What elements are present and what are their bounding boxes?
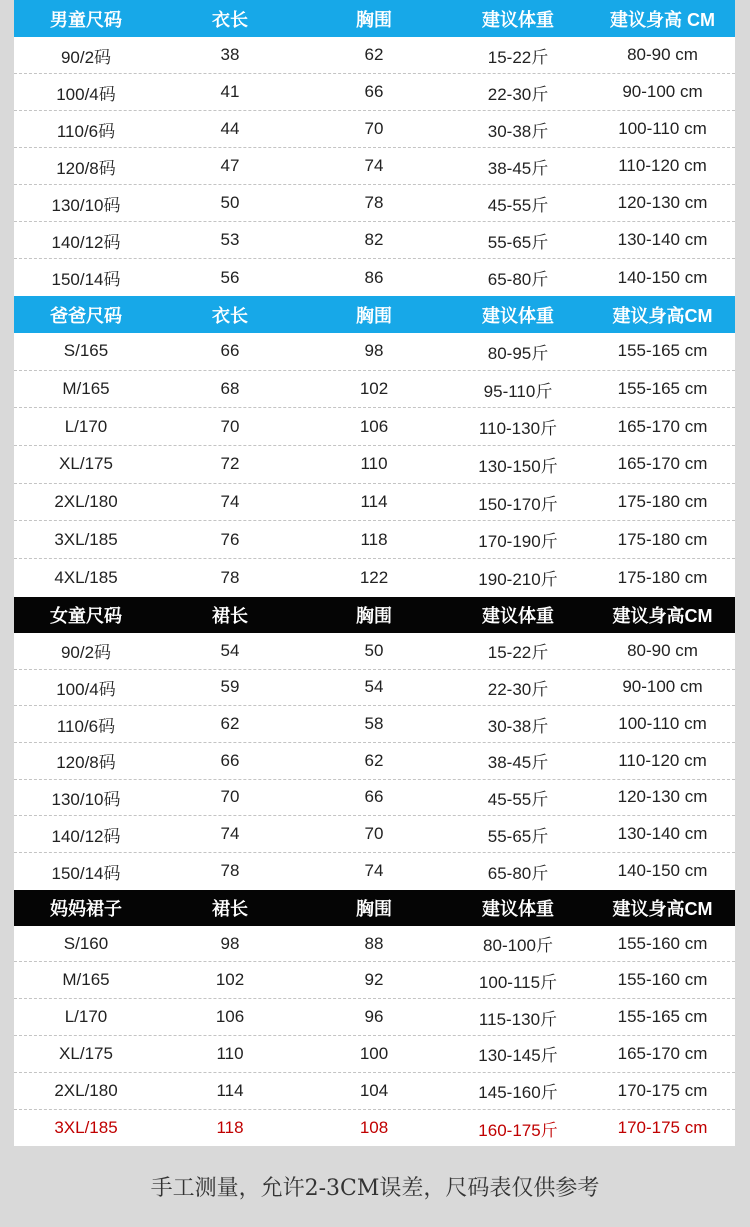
length-cell: 68 bbox=[220, 379, 240, 399]
table-row bbox=[14, 559, 735, 597]
dad-header-row bbox=[14, 296, 735, 333]
length-cell: 118 bbox=[216, 1118, 244, 1137]
height-cell: 170-175 cm bbox=[617, 1118, 708, 1137]
length-cell: 50 bbox=[220, 193, 240, 212]
measurement-note: 手工测量，允许2-3CM误差，尺码表仅供参考 bbox=[150, 1176, 600, 1201]
dad-size-section bbox=[14, 296, 735, 597]
height-cell: 175-180 cm bbox=[617, 529, 708, 549]
chest-cell: 78 bbox=[364, 193, 384, 212]
size-cell: 2XL/180 bbox=[54, 1080, 118, 1100]
header-chest: 胸围 bbox=[356, 9, 392, 30]
size-cell: M/165 bbox=[62, 970, 110, 990]
height-cell: 155-160 cm bbox=[617, 933, 708, 953]
chest-cell: 50 bbox=[364, 640, 384, 660]
chest-cell: 62 bbox=[364, 750, 384, 770]
size-cell: XL/175 bbox=[59, 454, 113, 474]
weight-cell: 22-30斤 bbox=[487, 84, 549, 104]
table-row bbox=[14, 670, 735, 707]
size-cell: 110/6码 bbox=[56, 121, 116, 141]
size-cell: 2XL/180 bbox=[54, 492, 118, 512]
girls-header-row bbox=[14, 597, 735, 633]
length-cell: 102 bbox=[215, 970, 245, 990]
table-row bbox=[14, 962, 735, 999]
table-row-highlight bbox=[14, 1110, 735, 1147]
height-cell: 175-180 cm bbox=[617, 492, 708, 512]
weight-cell: 170-190斤 bbox=[478, 532, 558, 552]
length-cell: 98 bbox=[220, 933, 240, 953]
height-cell: 170-175 cm bbox=[617, 1080, 708, 1100]
header-height: 建议身高CM bbox=[612, 305, 713, 326]
length-cell: 41 bbox=[220, 82, 240, 101]
weight-cell: 80-100斤 bbox=[483, 936, 553, 956]
height-cell: 165-170 cm bbox=[617, 1043, 708, 1063]
height-cell: 165-170 cm bbox=[617, 454, 708, 474]
table-row bbox=[14, 743, 735, 780]
header-chest: 胸围 bbox=[356, 305, 392, 326]
chest-cell: 58 bbox=[364, 714, 384, 734]
table-row bbox=[14, 408, 735, 446]
size-chart bbox=[14, 0, 735, 1146]
weight-cell: 22-30斤 bbox=[487, 679, 549, 699]
chest-cell: 70 bbox=[364, 119, 384, 138]
size-cell: 90/2码 bbox=[60, 643, 112, 663]
length-cell: 106 bbox=[215, 1007, 245, 1027]
chest-cell: 54 bbox=[364, 677, 384, 697]
size-cell: 150/14码 bbox=[51, 863, 121, 883]
chest-cell: 100 bbox=[359, 1043, 389, 1063]
table-row bbox=[14, 780, 735, 817]
weight-cell: 45-55斤 bbox=[487, 195, 549, 215]
table-row bbox=[14, 333, 735, 371]
size-cell: 130/10码 bbox=[51, 789, 121, 809]
weight-cell: 145-160斤 bbox=[478, 1083, 558, 1103]
table-row bbox=[14, 633, 735, 670]
length-cell: 78 bbox=[220, 861, 240, 881]
header-chest: 胸围 bbox=[356, 898, 392, 919]
header-length: 衣长 bbox=[212, 305, 248, 326]
weight-cell: 65-80斤 bbox=[487, 270, 549, 289]
size-cell: 100/4码 bbox=[56, 84, 116, 104]
chest-cell: 66 bbox=[364, 82, 384, 101]
weight-cell: 55-65斤 bbox=[487, 232, 549, 252]
header-length: 裙长 bbox=[212, 605, 248, 626]
height-cell: 155-160 cm bbox=[617, 970, 708, 990]
weight-cell: 95-110斤 bbox=[483, 381, 553, 401]
size-cell: 4XL/185 bbox=[54, 567, 118, 587]
length-cell: 114 bbox=[216, 1080, 244, 1100]
height-cell: 90-100 cm bbox=[622, 677, 703, 697]
table-row bbox=[14, 222, 735, 259]
chest-cell: 98 bbox=[364, 341, 384, 361]
size-cell: 140/12码 bbox=[51, 232, 121, 252]
weight-cell: 45-55斤 bbox=[487, 789, 549, 809]
header-height: 建议身高CM bbox=[612, 605, 713, 626]
length-cell: 59 bbox=[220, 677, 240, 697]
length-cell: 72 bbox=[220, 454, 240, 474]
chest-cell: 96 bbox=[364, 1007, 384, 1027]
weight-cell: 190-210斤 bbox=[478, 570, 558, 590]
table-row bbox=[14, 111, 735, 148]
height-cell: 155-165 cm bbox=[617, 341, 708, 361]
size-cell: 130/10码 bbox=[51, 195, 121, 215]
weight-cell: 38-45斤 bbox=[487, 158, 549, 178]
table-row bbox=[14, 853, 735, 890]
length-cell: 66 bbox=[220, 341, 240, 361]
table-row bbox=[14, 74, 735, 111]
header-height: 建议身高 CM bbox=[610, 9, 715, 30]
chest-cell: 82 bbox=[364, 230, 384, 249]
chest-cell: 108 bbox=[359, 1118, 389, 1137]
length-cell: 62 bbox=[220, 714, 240, 734]
chest-cell: 106 bbox=[359, 416, 389, 436]
table-row bbox=[14, 37, 735, 74]
header-chest: 胸围 bbox=[356, 605, 392, 626]
length-cell: 44 bbox=[220, 119, 240, 138]
table-row bbox=[14, 371, 735, 409]
height-cell: 100-110 cm bbox=[618, 119, 707, 138]
table-row bbox=[14, 521, 735, 559]
size-cell: L/170 bbox=[64, 416, 108, 436]
height-cell: 120-130 cm bbox=[617, 787, 708, 807]
weight-cell: 15-22斤 bbox=[487, 47, 549, 67]
chest-cell: 104 bbox=[359, 1080, 389, 1100]
table-row bbox=[14, 706, 735, 743]
chest-cell: 88 bbox=[364, 933, 384, 953]
header-weight: 建议体重 bbox=[482, 9, 554, 30]
size-cell: 150/14码 bbox=[51, 270, 121, 289]
table-row bbox=[14, 1036, 735, 1073]
height-cell: 90-100 cm bbox=[622, 82, 703, 101]
chest-cell: 86 bbox=[364, 267, 384, 287]
size-cell: 120/8码 bbox=[56, 158, 116, 178]
height-cell: 130-140 cm bbox=[617, 824, 708, 844]
height-cell: 100-110 cm bbox=[618, 714, 707, 734]
weight-cell: 100-115斤 bbox=[478, 972, 558, 992]
header-size: 爸爸尺码 bbox=[50, 305, 122, 326]
table-row bbox=[14, 1073, 735, 1110]
weight-cell: 65-80斤 bbox=[487, 863, 549, 883]
header-weight: 建议体重 bbox=[482, 898, 554, 919]
size-cell: S/160 bbox=[63, 933, 109, 953]
table-row bbox=[14, 926, 735, 963]
length-cell: 74 bbox=[220, 492, 240, 512]
weight-cell: 15-22斤 bbox=[487, 643, 549, 663]
length-cell: 38 bbox=[220, 45, 240, 64]
chest-cell: 74 bbox=[364, 156, 384, 175]
table-row bbox=[14, 484, 735, 522]
length-cell: 74 bbox=[220, 824, 240, 844]
chest-cell: 102 bbox=[359, 379, 389, 399]
chest-cell: 118 bbox=[360, 529, 388, 549]
length-cell: 53 bbox=[220, 230, 240, 249]
weight-cell: 150-170斤 bbox=[478, 494, 558, 514]
header-length: 衣长 bbox=[212, 9, 248, 30]
weight-cell: 130-145斤 bbox=[478, 1046, 558, 1066]
chest-cell: 70 bbox=[364, 824, 384, 844]
chest-cell: 122 bbox=[359, 567, 389, 587]
weight-cell: 110-130斤 bbox=[478, 419, 558, 439]
height-cell: 80-90 cm bbox=[627, 45, 698, 64]
weight-cell: 30-38斤 bbox=[487, 716, 549, 736]
length-cell: 56 bbox=[220, 267, 240, 287]
height-cell: 155-165 cm bbox=[617, 379, 708, 399]
height-cell: 110-120 cm bbox=[618, 156, 707, 175]
height-cell: 165-170 cm bbox=[617, 416, 708, 436]
height-cell: 80-90 cm bbox=[627, 640, 698, 660]
table-row bbox=[14, 185, 735, 222]
chest-cell: 66 bbox=[364, 787, 384, 807]
height-cell: 140-150 cm bbox=[617, 861, 708, 881]
girls-size-section bbox=[14, 597, 735, 890]
length-cell: 78 bbox=[220, 567, 240, 587]
weight-cell: 30-38斤 bbox=[487, 121, 549, 141]
table-row bbox=[14, 446, 735, 484]
height-cell: 175-180 cm bbox=[617, 567, 708, 587]
height-cell: 155-165 cm bbox=[617, 1007, 708, 1027]
table-row bbox=[14, 259, 735, 296]
height-cell: 140-150 cm bbox=[617, 267, 708, 287]
header-length: 裙长 bbox=[212, 898, 248, 919]
length-cell: 47 bbox=[220, 156, 240, 175]
weight-cell: 80-95斤 bbox=[487, 343, 549, 363]
mom-header-row bbox=[14, 890, 735, 926]
header-weight: 建议体重 bbox=[482, 605, 554, 626]
height-cell: 130-140 cm bbox=[617, 230, 708, 249]
header-size: 男童尺码 bbox=[50, 9, 122, 30]
size-cell: 140/12码 bbox=[51, 826, 121, 846]
size-cell: L/170 bbox=[64, 1007, 108, 1027]
weight-cell: 115-130斤 bbox=[478, 1009, 558, 1029]
mom-size-section bbox=[14, 890, 735, 1147]
length-cell: 70 bbox=[220, 787, 240, 807]
size-cell: S/165 bbox=[63, 341, 109, 361]
length-cell: 66 bbox=[220, 750, 240, 770]
table-row bbox=[14, 816, 735, 853]
chest-cell: 114 bbox=[360, 492, 388, 512]
weight-cell: 160-175斤 bbox=[478, 1120, 558, 1140]
size-cell: 90/2码 bbox=[60, 47, 112, 67]
weight-cell: 55-65斤 bbox=[487, 826, 549, 846]
size-cell: 100/4码 bbox=[56, 679, 116, 699]
chest-cell: 62 bbox=[364, 45, 384, 64]
weight-cell: 38-45斤 bbox=[487, 753, 549, 773]
length-cell: 54 bbox=[220, 640, 240, 660]
header-weight: 建议体重 bbox=[482, 305, 554, 326]
size-cell: 3XL/185 bbox=[54, 1118, 118, 1137]
chest-cell: 110 bbox=[360, 454, 388, 474]
length-cell: 70 bbox=[220, 416, 240, 436]
length-cell: 110 bbox=[216, 1043, 244, 1063]
size-cell: XL/175 bbox=[59, 1043, 113, 1063]
size-cell: 3XL/185 bbox=[54, 529, 118, 549]
size-cell: 120/8码 bbox=[56, 753, 116, 773]
size-cell: 110/6码 bbox=[56, 716, 116, 736]
boys-size-section bbox=[14, 0, 735, 296]
boys-header-row bbox=[14, 0, 735, 37]
header-size: 妈妈裙子 bbox=[50, 898, 122, 919]
height-cell: 120-130 cm bbox=[617, 193, 708, 212]
chest-cell: 74 bbox=[364, 861, 384, 881]
length-cell: 76 bbox=[220, 529, 240, 549]
size-cell: M/165 bbox=[62, 379, 110, 399]
height-cell: 110-120 cm bbox=[618, 750, 707, 770]
weight-cell: 130-150斤 bbox=[478, 456, 558, 476]
chest-cell: 92 bbox=[364, 970, 384, 990]
header-size: 女童尺码 bbox=[50, 605, 122, 626]
table-row bbox=[14, 148, 735, 185]
table-row bbox=[14, 999, 735, 1036]
header-height: 建议身高CM bbox=[612, 898, 713, 919]
